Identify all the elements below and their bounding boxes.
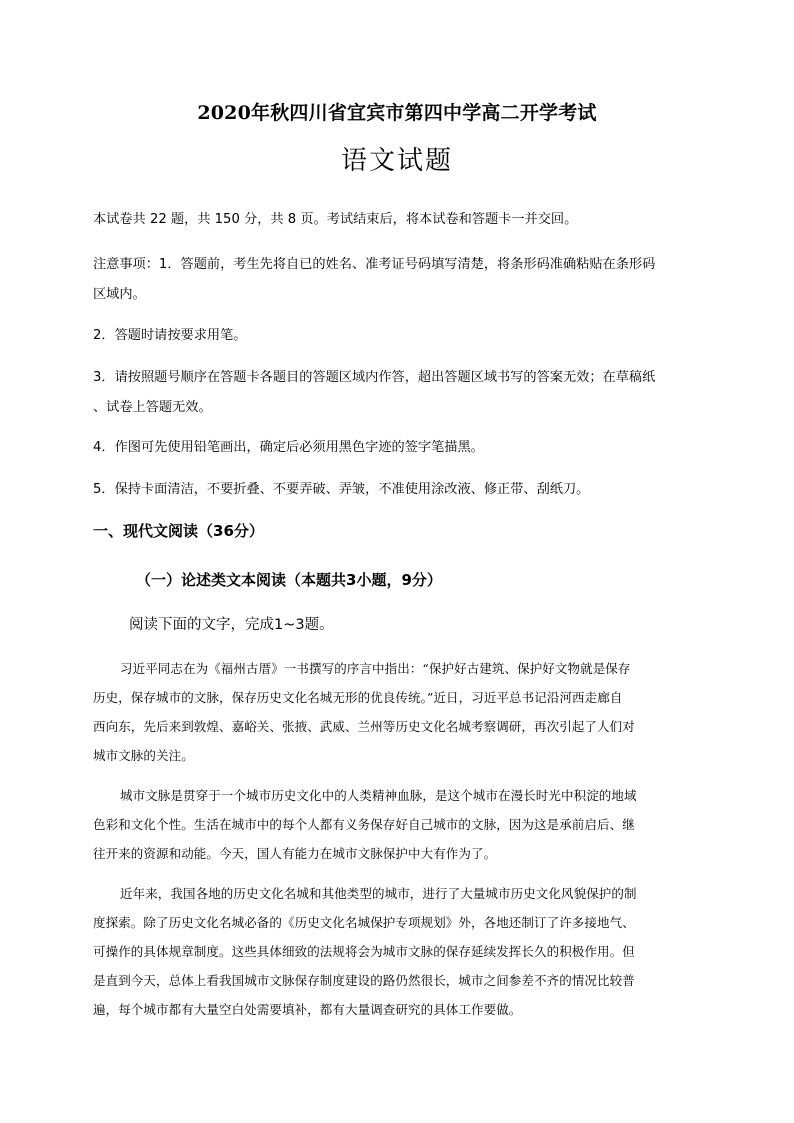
passage-line: 西向东，先后来到敦煌、嘉峪关、张掖、武威、兰州等历史文化名城考察调研，再次引起了人们对 bbox=[93, 719, 635, 734]
notice-item-3-cont: 、试卷上答题无效。 bbox=[93, 400, 212, 415]
section-heading: 一、现代文阅读（36分） bbox=[93, 522, 264, 540]
passage-line: 习近平同志在为《福州古厝》一书撰写的序言中指出：“保护好古建筑、保护好文物就是保存 bbox=[120, 661, 631, 676]
notice-item-2: 2．答题时请按要求用笔。 bbox=[93, 328, 247, 343]
intro-line: 本试卷共 22 题，共 150 分，共 8 页。考试结束后，将本试卷和答题卡一并交回。 bbox=[93, 212, 578, 227]
passage-line: 历史，保存城市的文脉，保存历史文化名城无形的优良传统。”近日，习近平总书记沿河西走廊自 bbox=[93, 690, 623, 705]
passage-line: 往开来的资源和动能。今天，国人有能力在城市文脉保护中大有作为了。 bbox=[93, 846, 497, 861]
passage-line: 城市文脉是贯穿于一个城市历史文化中的人类精神血脉，是这个城市在漫长时光中积淀的地域 bbox=[120, 788, 637, 803]
passage-line: 色彩和文化个性。生活在城市中的每个人都有义务保存好自己城市的文脉，因为这是承前启后、继 bbox=[93, 817, 635, 832]
notice-line: 注意事项：1．答题前，考生先将自已的姓名、准考证号码填写清楚，将条形码准确粘贴在条形码 bbox=[93, 257, 656, 272]
passage-line: 遍，每个城市都有大量空白处需要填补，都有大量调查研究的具体工作要做。 bbox=[93, 1002, 522, 1017]
passage-line: 是直到今天，总体上看我国城市文脉保存制度建设的路仍然很长，城市之间参差不齐的情况比较普 bbox=[93, 973, 635, 988]
notice-item-4: 4．作图可先使用铅笔画出，确定后必须用黑色字迹的签字笔描黑。 bbox=[93, 440, 484, 455]
exam-title: 2020年秋四川省宜宾市第四中学高二开学考试 bbox=[197, 102, 597, 124]
notice-item-5: 5．保持卡面清洁，不要折叠、不要弄破、弄皱，不准使用涂改液、修正带、刮纸刀。 bbox=[93, 482, 590, 497]
subsection-heading: （一）论述类文本阅读（本题共3小题，9分） bbox=[136, 571, 442, 589]
notice-line: 区域内。 bbox=[93, 287, 146, 302]
notice-item-3: 3．请按照题号顺序在答题卡各题目的答题区域内作答，超出答题区域书写的答案无效；在草稿纸 bbox=[93, 370, 656, 385]
subject-title: 语文试题 bbox=[340, 146, 453, 176]
passage-line: 可操作的具体规章制度。这些具体细致的法规将会为城市文脉的保存延续发挥长久的积极作用。但 bbox=[93, 944, 635, 959]
passage-line: 城市文脉的关注。 bbox=[93, 748, 194, 763]
passage-line: 近年来，我国各地的历史文化名城和其他类型的城市，进行了大量城市历史文化风貌保护的制 bbox=[120, 886, 637, 901]
passage-line: 度探索。除了历史文化名城必备的《历史文化名城保护专项规划》外，各地还制订了许多接地气、 bbox=[93, 915, 635, 930]
reading-instruction: 阅读下面的文字，完成1~3题。 bbox=[129, 617, 334, 633]
